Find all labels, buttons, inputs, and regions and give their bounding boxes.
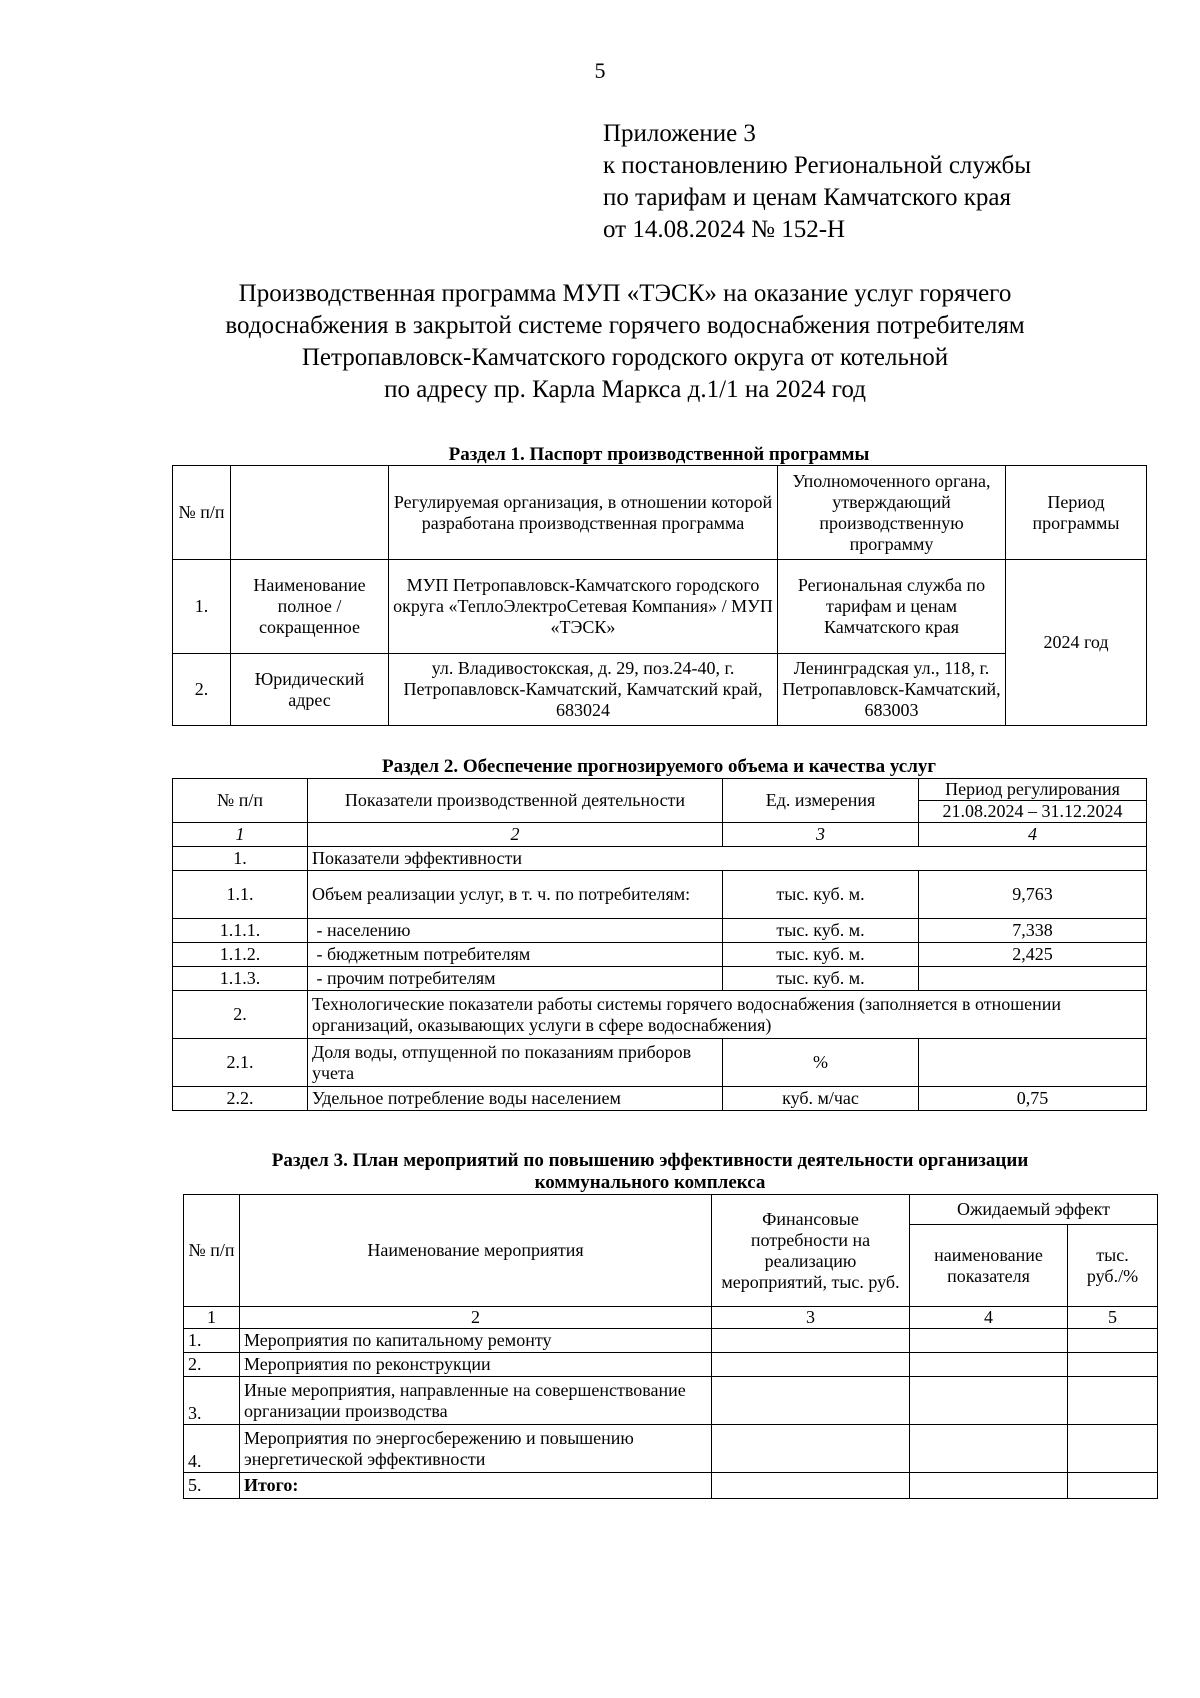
page-number: 5	[594, 58, 606, 83]
appendix-line-2: к постановлению Региональной службы	[603, 152, 1032, 179]
section3-title-line-2: коммунального комплекса	[534, 1172, 766, 1193]
title-line-2: водоснабжения в закрытой системе горячего водоснабжения потребителям	[225, 312, 1025, 339]
row-effect-value	[1068, 1473, 1158, 1499]
header-num: № п/п	[173, 779, 308, 823]
row-value: 2,425	[919, 943, 1147, 967]
row-num: 2.	[173, 991, 308, 1039]
row-num: 1.1.1.	[173, 919, 308, 943]
row-finance	[712, 1425, 910, 1473]
header-finance: Финансовые потребности на реализацию мероприятий, тыс. руб.	[712, 1195, 910, 1307]
appendix-line-4: от 14.08.2024 № 152-Н	[603, 216, 846, 243]
table-row	[173, 967, 1147, 991]
row-unit: тыс. куб. м.	[723, 943, 919, 967]
header-effect: Ожидаемый эффект	[910, 1195, 1158, 1225]
table-row	[184, 1377, 1158, 1425]
table-row	[173, 1087, 1147, 1111]
period-value: 2024 год	[1006, 560, 1147, 726]
table-row	[173, 943, 1147, 967]
row-finance	[712, 1473, 910, 1499]
passport-header-row	[173, 466, 1147, 560]
row-finance	[712, 1329, 910, 1353]
section3-title-line-1: Раздел 3. План мероприятий по повышению эффективности деятельности организации	[271, 1150, 1029, 1171]
section1-title: Раздел 1. Паспорт производственной программы	[448, 444, 870, 465]
row-effect-name	[910, 1353, 1068, 1377]
header-effect-value: тыс. руб./%	[1068, 1225, 1158, 1307]
passport-table	[172, 465, 1147, 726]
row-num: 1.	[184, 1329, 240, 1353]
document-title	[150, 278, 1100, 406]
row-unit: %	[723, 1039, 919, 1087]
row-num: 1.1.2.	[173, 943, 308, 967]
col-number: 4	[919, 823, 1147, 847]
row-value: 7,338	[919, 919, 1147, 943]
row-value: 0,75	[919, 1087, 1147, 1111]
header-unit: Ед. измерения	[723, 779, 919, 823]
row-unit: куб. м/час	[723, 1087, 919, 1111]
measures-header-row	[184, 1195, 1158, 1225]
row-text: Технологические показатели работы системы горячего водоснабжения (заполняется в отношении организаций, оказывающих услуги в сфере водоснабжения)	[308, 991, 1147, 1039]
row-name: Мероприятия по капитальному ремонту	[240, 1329, 712, 1353]
column-number-row	[184, 1307, 1158, 1329]
column-number-row	[173, 823, 1147, 847]
title-line-3: Петропавловск-Камчатского городского округа от котельной	[301, 344, 949, 371]
title-line-4: по адресу пр. Карла Маркса д.1/1 на 2024 год	[384, 376, 866, 403]
row-effect-name	[910, 1473, 1068, 1499]
row-unit: тыс. куб. м.	[723, 967, 919, 991]
row-org: ул. Владивостокская, д. 29, поз.24-40, г. Петропавловск-Камчатский, Камчатский край, 683024	[389, 654, 778, 726]
table-row	[173, 871, 1147, 919]
table-row	[184, 1425, 1158, 1473]
col-number: 3	[723, 823, 919, 847]
title-line-1: Производственная программа МУП «ТЭСК» на оказание услуг горячего	[238, 280, 1012, 307]
section3-title	[150, 1150, 1150, 1194]
appendix-header	[603, 118, 1031, 246]
measures-table	[183, 1194, 1158, 1499]
row-value: 9,763	[919, 871, 1147, 919]
col-number: 3	[712, 1307, 910, 1329]
row-num: 1.1.3.	[173, 967, 308, 991]
row-effect-value	[1068, 1377, 1158, 1425]
row-name: Объем реализации услуг, в т. ч. по потребителям:	[308, 871, 723, 919]
row-finance	[712, 1377, 910, 1425]
row-name: Удельное потребление воды населением	[308, 1087, 723, 1111]
section2-title: Раздел 2. Обеспечение прогнозируемого объема и качества услуг	[381, 756, 937, 777]
header-period: Период программы	[1006, 466, 1147, 560]
col-number: 5	[1068, 1307, 1158, 1329]
row-authority: Ленинградская ул., 118, г. Петропавловск-Камчатский, 683003	[778, 654, 1006, 726]
row-name: - бюджетным потребителям	[308, 943, 723, 967]
header-num: № п/п	[184, 1195, 240, 1307]
header-org: Регулируемая организация, в отношении которой разработана производственная программа	[389, 466, 778, 560]
row-authority: Региональная служба по тарифам и ценам Камчатского края	[778, 560, 1006, 654]
row-value	[919, 1039, 1147, 1087]
header-period: Период регулирования	[919, 779, 1147, 801]
header-period-dates: 21.08.2024 – 31.12.2024	[919, 801, 1147, 823]
row-value	[919, 967, 1147, 991]
row-effect-name	[910, 1329, 1068, 1353]
row-name: - прочим потребителям	[308, 967, 723, 991]
row-effect-value	[1068, 1353, 1158, 1377]
row-num: 1.	[173, 847, 308, 871]
header-indicator: Показатели производственной деятельности	[308, 779, 723, 823]
row-effect-name	[910, 1425, 1068, 1473]
row-label: Наименование полное / сокращенное	[231, 560, 389, 654]
row-unit: тыс. куб. м.	[723, 871, 919, 919]
row-effect-value	[1068, 1425, 1158, 1473]
row-name: Итого:	[240, 1473, 712, 1499]
row-num: 5.	[184, 1473, 240, 1499]
row-num: 2.2.	[173, 1087, 308, 1111]
header-authority: Уполномоченного органа, утверждающий производственную программу	[778, 466, 1006, 560]
quality-header-row	[173, 779, 1147, 801]
col-number: 1	[173, 823, 308, 847]
row-effect-name	[910, 1377, 1068, 1425]
appendix-line-3: по тарифам и ценам Камчатского края	[603, 184, 1011, 211]
table-row	[173, 991, 1147, 1039]
row-label: Юридический адрес	[231, 654, 389, 726]
row-unit: тыс. куб. м.	[723, 919, 919, 943]
row-name: Мероприятия по энергосбережению и повышению энергетической эффективности	[240, 1425, 712, 1473]
row-name: - населению	[308, 919, 723, 943]
row-num: 2.	[173, 654, 231, 726]
row-text: Показатели эффективности	[308, 847, 1147, 871]
total-row	[184, 1473, 1158, 1499]
header-num: № п/п	[173, 466, 231, 560]
table-row	[173, 560, 1147, 654]
row-finance	[712, 1353, 910, 1377]
col-number: 2	[240, 1307, 712, 1329]
row-org: МУП Петропавловск-Камчатского городского округа «ТеплоЭлектроСетевая Компания» / МУП «ТЭСК»	[389, 560, 778, 654]
table-row	[173, 654, 1147, 726]
table-row	[184, 1329, 1158, 1353]
appendix-line-1: Приложение 3	[603, 120, 756, 147]
row-effect-value	[1068, 1329, 1158, 1353]
row-num: 4.	[184, 1425, 240, 1473]
table-row	[173, 847, 1147, 871]
table-row	[173, 919, 1147, 943]
row-name: Мероприятия по реконструкции	[240, 1353, 712, 1377]
row-num: 2.1.	[173, 1039, 308, 1087]
col-number: 2	[308, 823, 723, 847]
header-name: Наименование мероприятия	[240, 1195, 712, 1307]
row-num: 1.1.	[173, 871, 308, 919]
row-name: Доля воды, отпущенной по показаниям приборов учета	[308, 1039, 723, 1087]
col-number: 4	[910, 1307, 1068, 1329]
row-name: Иные мероприятия, направленные на совершенствование организации производства	[240, 1377, 712, 1425]
col-number: 1	[184, 1307, 240, 1329]
header-blank	[231, 466, 389, 560]
row-num: 3.	[184, 1377, 240, 1425]
row-num: 2.	[184, 1353, 240, 1377]
table-row	[184, 1353, 1158, 1377]
row-num: 1.	[173, 560, 231, 654]
header-effect-name: наименование показателя	[910, 1225, 1068, 1307]
quality-table	[172, 778, 1147, 1111]
table-row	[173, 1039, 1147, 1087]
